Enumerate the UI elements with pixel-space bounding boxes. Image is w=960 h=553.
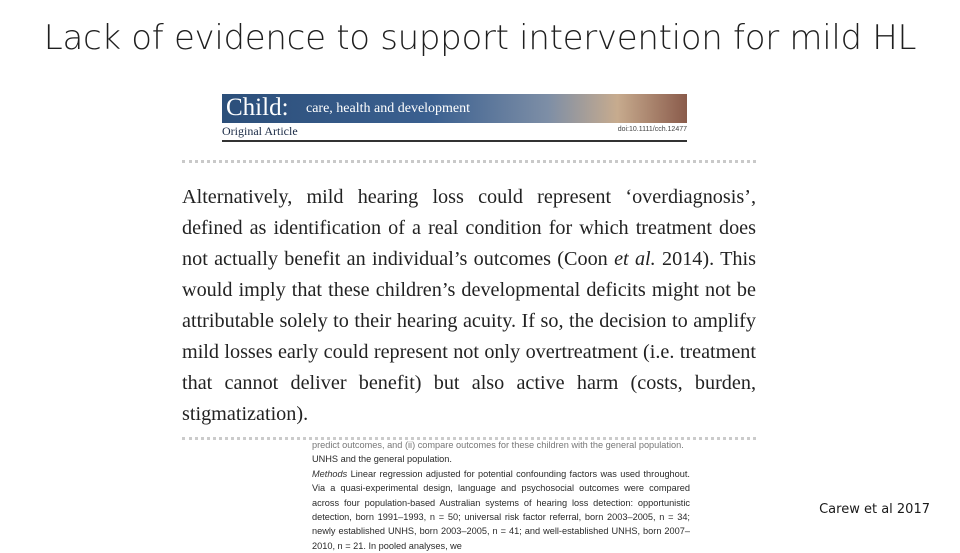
abstract-excerpt <box>312 438 690 551</box>
slide-title: Lack of evidence to support intervention for mild HL <box>43 18 917 58</box>
abstract-cut-line: predict outcomes, and (ii) compare outcomes for these children with the general population. <box>312 440 684 450</box>
methods-text: Linear regression adjusted for potential confounding factors was used throughout. Via a quasi-experimental design, language and psychosocial outcomes were compared across four population-based Australian systems of hearing loss detection: opportunistic detection, born 1991–1993, n = 50; universal risk factor referral, born 2003–2005, n = 34; newly established UNHS, born 2003–2005, n = 41; and well-established UNHS, born 2007–2010, n = 21. In pooled analyses, we <box>312 468 690 551</box>
citation: Carew et al 2017 <box>819 502 930 517</box>
excerpt-et-al: et al. <box>614 248 656 270</box>
abstract-methods <box>312 467 690 553</box>
header-rule <box>222 140 687 142</box>
excerpt-part-1: Alternatively, mild hearing loss could represent ‘overdiagnosis’, defined as identification of a real condition for which treatment does not actually benefit an individual’s outcomes (Coon <box>182 186 756 270</box>
doi: doi:10.1111/cch.12477 <box>617 126 687 133</box>
journal-header <box>222 94 687 142</box>
methods-label: Methods <box>312 468 348 479</box>
journal-banner <box>222 94 687 123</box>
article-type: Original Article <box>222 124 298 138</box>
excerpt-part-2: 2014). This would imply that these children’s developmental deficits might not be attributable solely to their hearing acuity. If so, the decision to amplify mild losses early could represent not only overtreatment (i.e. treatment that cannot deliver benefit) but also active harm (costs, burden, stigmatization). <box>182 248 756 425</box>
journal-subtitle: care, health and development <box>306 101 471 116</box>
abstract-line: UNHS and the general population. <box>312 454 452 465</box>
cut-line-top <box>182 160 756 171</box>
excerpt-image <box>182 160 756 440</box>
journal-logo: Child: <box>226 94 289 121</box>
excerpt-text <box>182 182 756 430</box>
